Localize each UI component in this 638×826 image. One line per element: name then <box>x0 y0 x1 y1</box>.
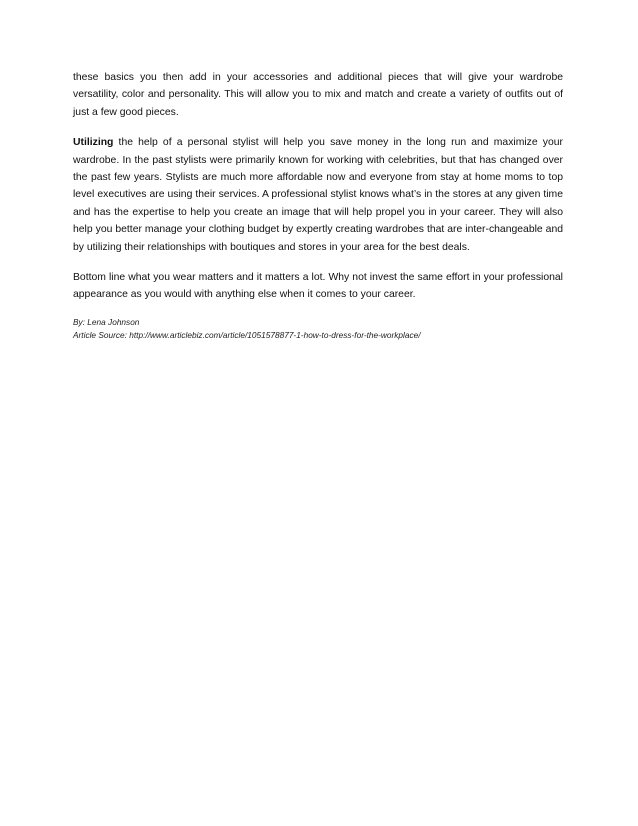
paragraph-3-text: Bottom line what you wear matters and it matters a lot. Why not invest the same effort in your professional appearance as you would with anything else when it comes to your career. <box>73 272 563 301</box>
paragraph-1 <box>73 69 563 121</box>
article-source-line: Article Source: http://www.articlebiz.com/article/1051578877-1-how-to-dress-for-the-workplace/ <box>73 330 421 341</box>
paragraph-1-text: these basics you then add in your accessories and additional pieces that will give your wardrobe versatility, color and personality. This will allow you to mix and match and create a variety of outfits out of just a few good pieces. <box>73 72 563 118</box>
author-line: By: Lena Johnson <box>73 316 140 327</box>
paragraph-2 <box>73 134 563 256</box>
document-page <box>73 69 563 343</box>
paragraph-3 <box>73 269 563 304</box>
paragraph-2-text: the help of a personal stylist will help you save money in the long run and maximize your wardrobe. In the past stylists were primarily known for working with celebrities, but that has changed over the past few years. Stylists are much more affordable now and everyone from stay at home moms to top level executives are using their services. A professional stylist knows what’s in the stores at any given time and has the expertise to help you create an image that will help propel you in your career. They will also help you better manage your clothing budget by expertly creating wardrobes that are inter-changeable and by utilizing their relationships with boutiques and stores in your area for the best deals. <box>73 137 563 253</box>
paragraph-2-lead: Utilizing <box>73 137 114 149</box>
